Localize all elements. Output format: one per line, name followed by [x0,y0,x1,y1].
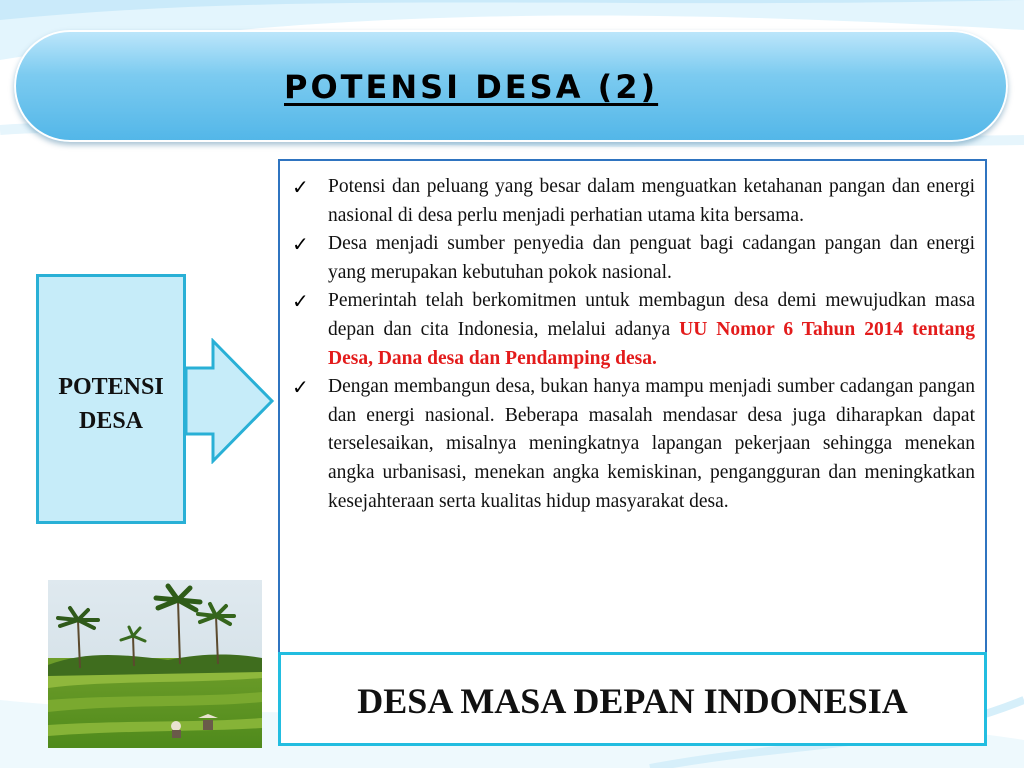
side-label-line2: DESA [78,408,144,434]
side-label-line1: POTENSI [58,374,164,400]
bullet-text: Potensi dan peluang yang besar dalam menguatkan ketahanan pangan dan energi nasional di desa perlu menjadi perhatian utama kita bersama. [328,176,975,226]
rice-field-photo [48,580,262,748]
checkmark-icon: ✓ [292,175,309,199]
bullet-item [290,230,975,287]
checkmark-icon: ✓ [292,289,309,314]
bullet-item [290,287,975,373]
slide-title: POTENSI DESA (2) [284,68,659,106]
content-box [278,159,987,664]
checkmark-icon: ✓ [292,375,309,400]
bullet-text: Dengan membangun desa, bukan hanya mampu menjadi sumber cadangan pangan dan energi nasional. Beberapa masalah mendasar desa juga diharapkan dapat terselesaikan, misalnya meningkatnya lapangan pekerjaan sehingga menekan angka urbanisasi, menekan angka kemiskinan, pengangguran dan meningkatkan kesejahteraan serta kualitas hidup masyarakat desa. [328,376,975,512]
side-label [36,370,186,438]
bullet-text: Pemerintah telah berkomitmen untuk membagun desa demi mewujudkan masa depan dan cita Indonesia, melalui adanya [328,290,975,340]
bullet-item [290,173,975,230]
right-arrow-icon [183,338,275,464]
bullet-item [290,373,975,516]
checkmark-icon: ✓ [292,232,309,257]
bullet-list [280,161,985,516]
law-highlight: UU Nomor 6 Tahun 2014 tentang Desa, Dana desa dan Pendamping desa. [328,318,976,369]
footer-banner-text: DESA MASA DEPAN INDONESIA [357,681,908,721]
bullet-text: Desa menjadi sumber penyedia dan penguat bagi cadangan pangan dan energi yang merupakan kebutuhan pokok nasional. [328,233,975,283]
